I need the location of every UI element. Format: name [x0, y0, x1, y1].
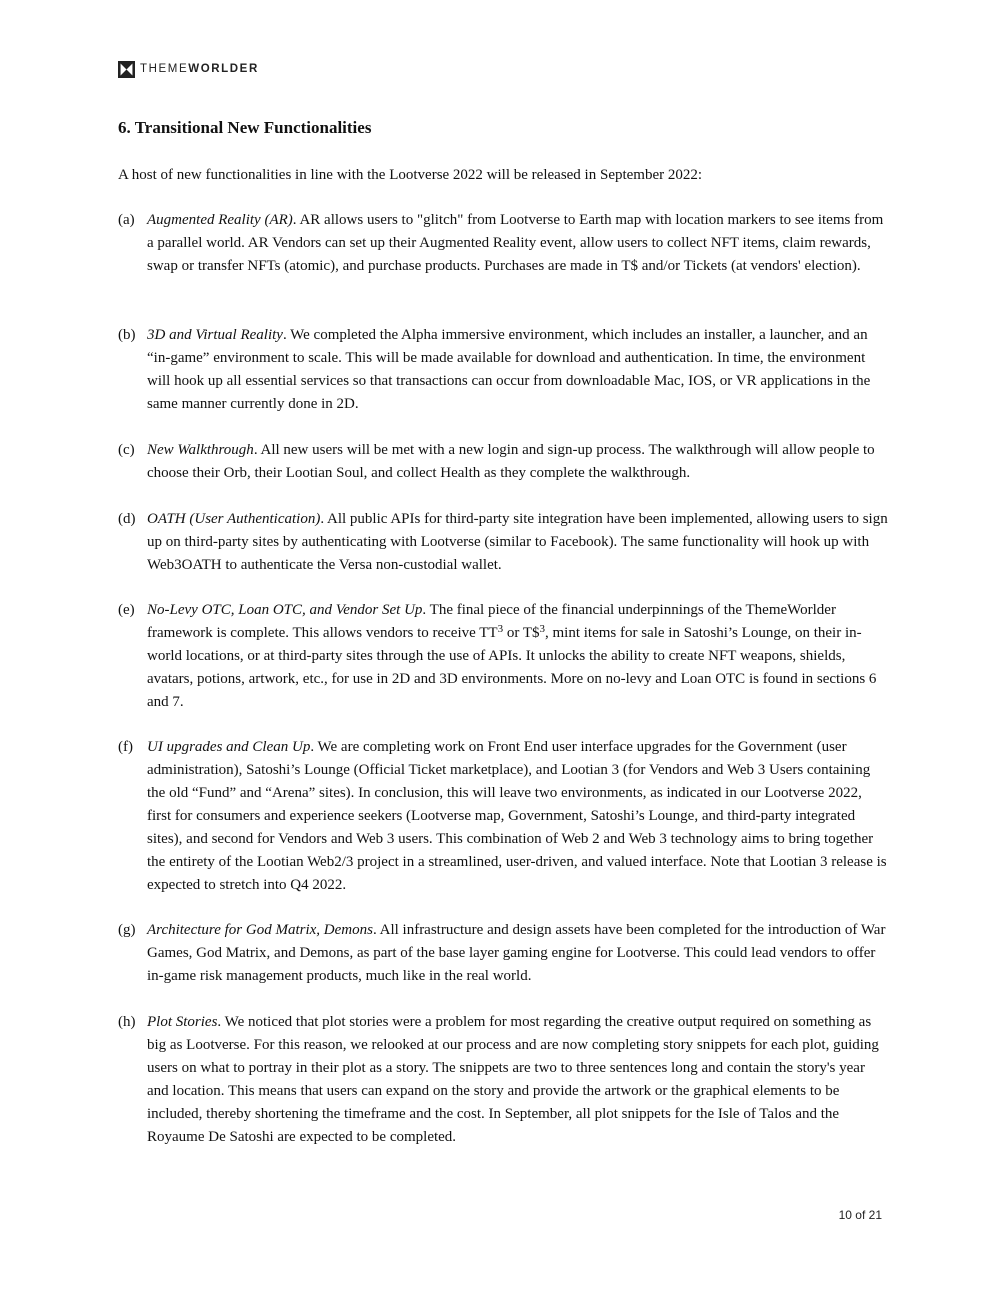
item-term: Augmented Reality (AR) [147, 212, 293, 228]
item-term: Architecture for God Matrix, Demons [147, 922, 373, 938]
themeworlder-logo [118, 60, 259, 78]
item-body [147, 919, 888, 988]
list-item-g [118, 919, 888, 988]
item-body [147, 736, 888, 897]
logo-wordmark [140, 61, 259, 78]
item-term: Plot Stories [147, 1014, 218, 1030]
item-letter: (a) [118, 212, 135, 228]
item-text: , mint items for sale in Satoshi’s Lounge, on their in-world locations, or at third-party sites through the use of APIs. It unlocks the ability to create NFT weapons, shields, avatars, potions, artwork, etc., for use in 2D and 3D environments. More on no-levy and Loan OTC is found in sections 6 and 7. [147, 625, 877, 710]
page-number: 10 of 21 [838, 1208, 882, 1222]
item-body [147, 209, 888, 278]
item-term: UI upgrades and Clean Up [147, 739, 311, 755]
item-letter: (g) [118, 922, 136, 938]
item-text: . We are completing work on Front End user interface upgrades for the Government (user administration), Satoshi’s Lounge (Official Ticket marketplace), and Lootian 3 (for Vendors and Web 3 Users containing the old “Fund” and “Arena” sites). In conclusion, this will leave two environments, as indicated in our Lootverse 2022, first for consumers and experience seekers (Lootverse map, Government, Satoshi’s Lounge, and third-party integrated sites), and second for Vendors and Web 3 users. This combination of Web 2 and Web 3 technology aims to bring together the entirety of the Lootian Web2/3 project in a streamlined, user-driven, and valued interface. Note that Lootian 3 release is expected to stretch into Q4 2022. [147, 739, 887, 893]
logo-wordmark-worlder: WORLDER [188, 62, 259, 75]
item-text: . All new users will be met with a new login and sign-up process. The walkthrough will allow people to choose their Orb, their Lootian Soul, and collect Health as they complete the walkthrough. [147, 442, 875, 481]
superscript: 3 [497, 623, 504, 635]
list-item-e [118, 599, 888, 714]
item-letter: (b) [118, 327, 136, 343]
item-body [147, 599, 888, 714]
item-text: . All public APIs for third-party site integration have been implemented, allowing users to sign up on third-party sites by authenticating with Lootverse (similar to Facebook). The same functionality will hook up with Web3OATH to authenticate the Versa non-custodial wallet. [147, 511, 888, 573]
item-text: . We completed the Alpha immersive environment, which includes an installer, a launcher, and an “in-game” environment to scale. This will be made available for download and authentication. In time, the environment will hook up all essential services so that transactions can occur from downloadable Mac, IOS, or VR applications in the same manner currently done in 2D. [147, 327, 871, 412]
item-body [147, 439, 888, 485]
superscript: 3 [539, 623, 545, 635]
item-term: New Walkthrough [147, 442, 254, 458]
item-text: . The final piece of the financial underpinnings of the ThemeWorlder framework is complete. This allows vendors to receive TT [147, 602, 836, 641]
item-body [147, 1011, 888, 1149]
item-text: or T$ [503, 625, 540, 641]
list-item-c [118, 439, 888, 485]
logo-wordmark-theme: THEME [140, 62, 189, 75]
item-text: . AR allows users to "glitch" from Lootverse to Earth map with location markers to see items from a parallel world. AR Vendors can set up their Augmented Reality event, allow users to collect NFT items, claim rewards, swap or transfer NFTs (atomic), and purchase products. Purchases are made in T$ and/or Tickets (at vendors' election). [147, 212, 884, 274]
item-term: No-Levy OTC, Loan OTC, and Vendor Set Up [147, 602, 423, 618]
list-item-h [118, 1011, 888, 1149]
item-letter: (d) [118, 511, 136, 527]
item-body [147, 508, 888, 577]
list-item-d [118, 508, 888, 577]
intro-paragraph: A host of new functionalities in line with the Lootverse 2022 will be released in September 2022: [118, 167, 703, 183]
item-letter: (e) [118, 602, 135, 618]
item-text: . All infrastructure and design assets have been completed for the introduction of War Games, God Matrix, and Demons, as part of the base layer gaming engine for Lootverse. This could lead vendors to offer in-game risk management products, much like in the real world. [147, 922, 886, 984]
item-letter: (f) [118, 739, 133, 755]
list-item-f [118, 736, 888, 897]
list-item-b [118, 324, 888, 416]
item-term: 3D and Virtual Reality [147, 327, 283, 343]
item-letter: (h) [118, 1014, 136, 1030]
item-letter: (c) [118, 442, 135, 458]
section-title: 6. Transitional New Functionalities [118, 118, 372, 137]
themeworlder-logo-icon [118, 61, 135, 78]
item-term: OATH (User Authentication) [147, 511, 321, 527]
list-item-a [118, 209, 888, 278]
item-body [147, 324, 888, 416]
item-text: . We noticed that plot stories were a problem for most regarding the creative output required on something as big as Lootverse. For this reason, we relooked at our process and are now completing story snippets for each plot, guiding users on what to portray in their plot as a story. The snippets are two to three sentences long and contain the story's year and location. This means that users can expand on the story and provide the artwork or the graphical elements to be included, thereby shortening the timeframe and the cost. In September, all plot snippets for the Isle of Talos and the Royaume De Satoshi are expected to be completed. [147, 1014, 879, 1145]
